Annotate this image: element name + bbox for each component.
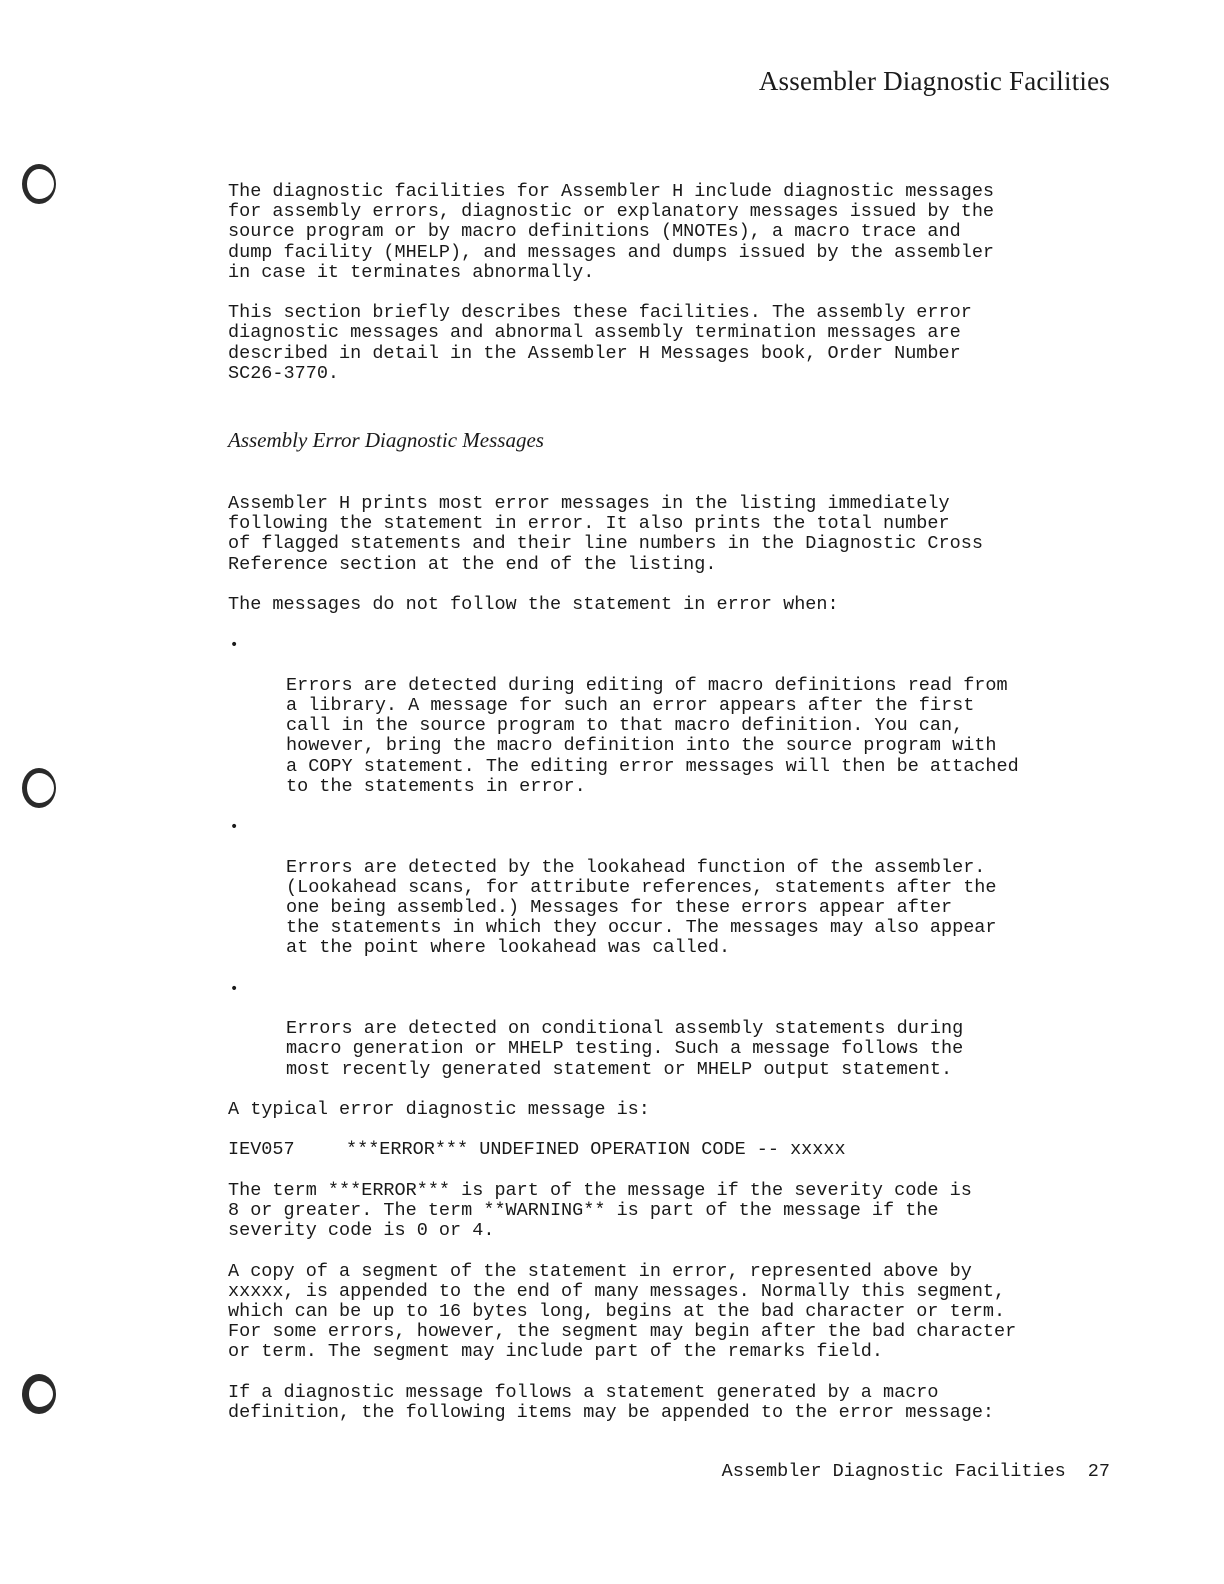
example-message-id: IEV057	[228, 1139, 295, 1161]
punch-hole-middle	[22, 768, 56, 808]
bullet-icon: •	[230, 980, 239, 997]
bullet-item	[228, 979, 1128, 1080]
page-body	[228, 182, 1128, 1443]
footer-title: Assembler Diagnostic Facilities	[721, 1461, 1066, 1482]
example-message-text: ***ERROR*** UNDEFINED OPERATION CODE -- xxxxx	[346, 1139, 846, 1161]
bullet-icon: •	[230, 819, 239, 836]
page-number: 27	[1087, 1461, 1110, 1482]
intro-paragraph-1: The diagnostic facilities for Assembler H include diagnostic messages for assembly errors, diagnostic or explanatory messages issued by the source program or by macro definitions (MNOTEs), a macro trace and dump facility (MHELP), and messages and dumps issued by the assembler in case it terminates abnormally.	[228, 181, 995, 283]
bullet-list	[228, 635, 1128, 1079]
punch-hole-bottom	[22, 1374, 56, 1414]
section-paragraph-6: If a diagnostic message follows a statement generated by a macro definition, the following items may be appended to the error message:	[228, 1381, 995, 1424]
page-header-title: Assembler Diagnostic Facilities	[758, 66, 1110, 96]
section-paragraph-4: The term ***ERROR*** is part of the message if the severity code is 8 or greater. The term **WARNING** is part of the message if the severity code is 0 or 4.	[228, 1179, 972, 1242]
section-heading: Assembly Error Diagnostic Messages	[228, 428, 544, 453]
example-message	[228, 1140, 1128, 1160]
intro-paragraph-2: This section briefly describes these facilities. The assembly error diagnostic messages and abnormal assembly termination messages are described in detail in the Assembler H Messages book, Order Number SC26-3770.	[228, 302, 972, 384]
punch-hole-top	[22, 164, 56, 204]
bullet-icon: •	[230, 637, 239, 654]
section-paragraph-2: The messages do not follow the statement in error when:	[228, 594, 839, 616]
bullet-text: Errors are detected on conditional assembly statements during macro generation or MHELP testing. Such a message follows the most recently generated statement or MHELP output statement.	[286, 1018, 964, 1080]
bullet-text: Errors are detected by the lookahead function of the assembler. (Lookahead scans, for attribute references, statements after the one being assembled.) Messages for these errors appear after the statements in which they occur. The messages may also appear at the point where lookahead was called.	[286, 856, 997, 959]
bullet-item	[228, 635, 1128, 797]
section-paragraph-1: Assembler H prints most error messages in the listing immediately following the statement in error. It also prints the total number of flagged statements and their line numbers in the Diagnostic Cross Reference section at the end of the listing.	[228, 493, 983, 575]
section-paragraph-3: A typical error diagnostic message is:	[228, 1099, 650, 1121]
section-paragraph-5: A copy of a segment of the statement in error, represented above by xxxxx, is appended to the end of many messages. Normally this segment, which can be up to 16 bytes long, begins at the bad character or term. For some errors, however, the segment may begin after the bad character or term. The segment may include part of the remarks field.	[228, 1260, 1017, 1363]
page-footer	[722, 1461, 1110, 1482]
bullet-item	[228, 817, 1128, 958]
bullet-text: Errors are detected during editing of macro definitions read from a library. A message for such an error appears after the first call in the source program to that macro definition. You can, however, bring the macro definition into the source program with a COPY statement. The editing error messages will then be attached to the statements in error.	[286, 674, 1019, 797]
